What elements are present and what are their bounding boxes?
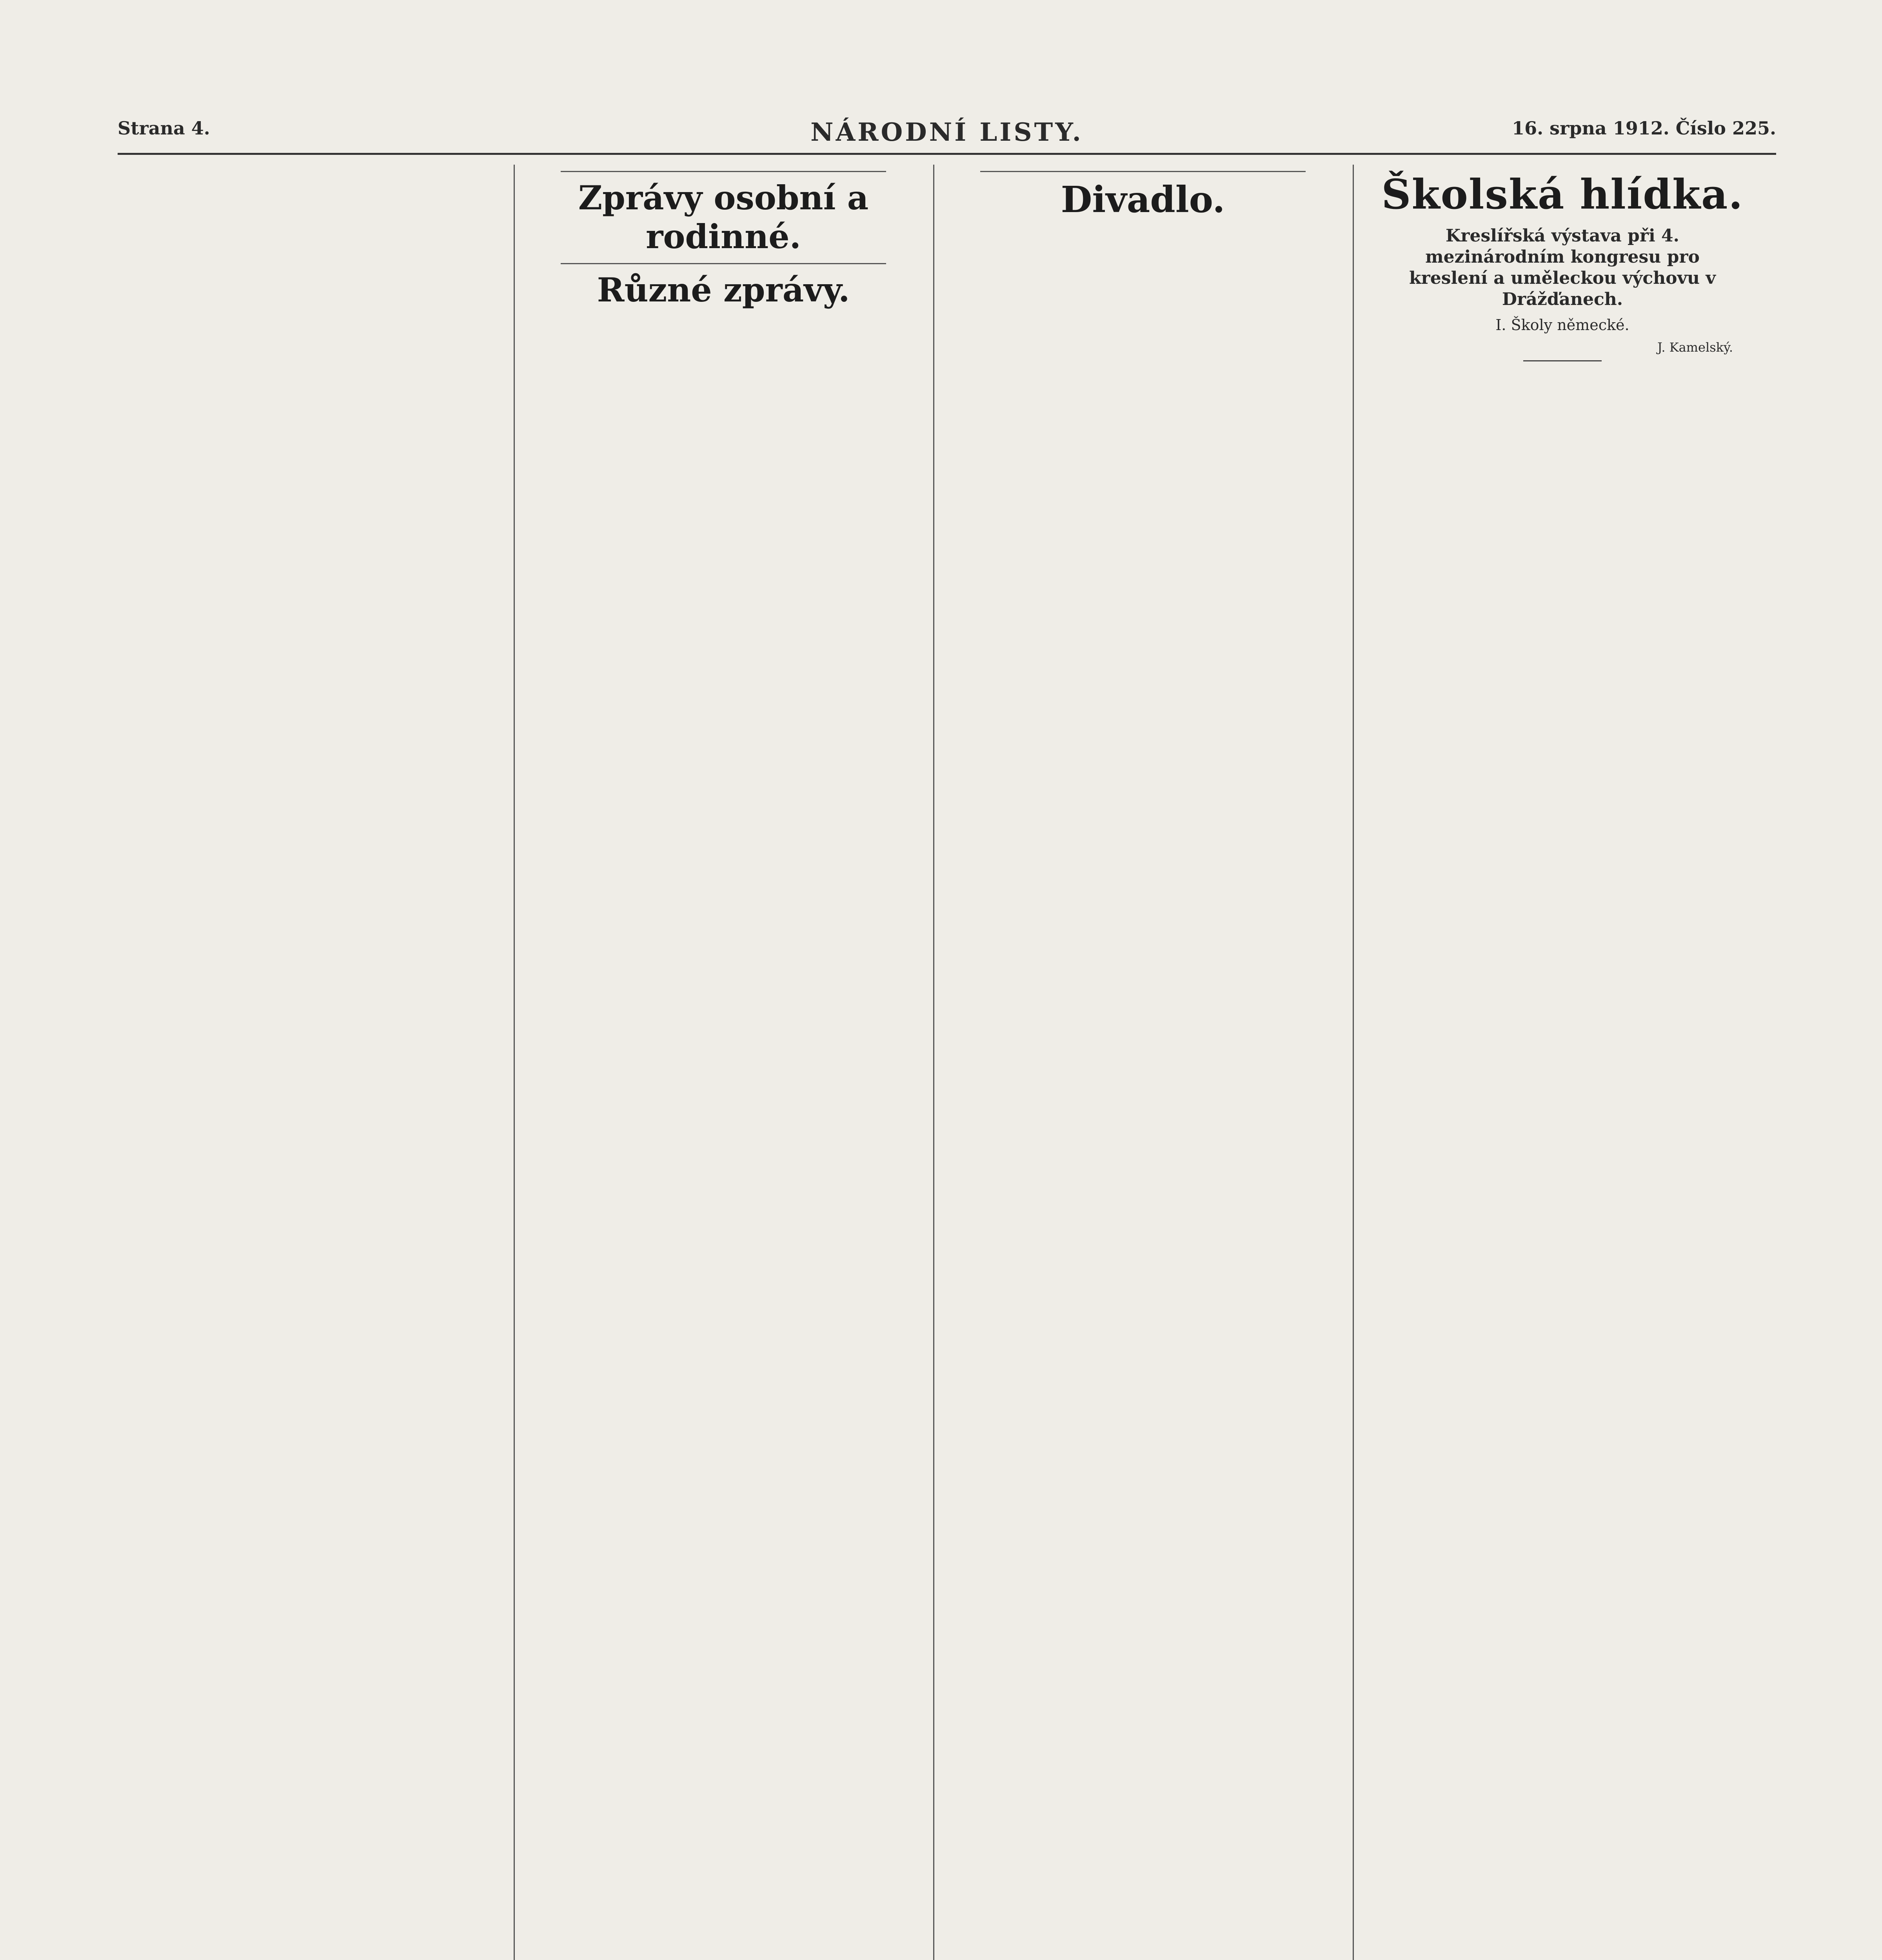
- column-news: [537, 165, 910, 1960]
- section-heading-various: Různé zprávy.: [597, 270, 850, 309]
- article-signature: J. Kamelský.: [1657, 340, 1733, 355]
- column-school: [1376, 165, 1749, 1960]
- column-continued-news: [957, 165, 1329, 1960]
- section-heading-personal: Zprávy osobní a rodinné.: [578, 178, 869, 256]
- section-divider: [561, 171, 886, 172]
- section-heading-theatre: Divadlo.: [1061, 178, 1225, 221]
- article-subsection-title: I. Školy německé.: [1495, 316, 1629, 334]
- section-divider: [980, 171, 1306, 172]
- column-local-news: [118, 165, 490, 1960]
- issue-date-number: 16. srpna 1912. Číslo 225.: [1512, 118, 1776, 139]
- article-headline: Kreslířská výstava při 4. mezinárodním kongresu pro kreslení a uměleckou výchovu v Drážďanech.: [1409, 226, 1716, 309]
- masthead-title: NÁRODNÍ LISTY.: [810, 118, 1083, 147]
- page-number: Strana 4.: [118, 118, 210, 139]
- column-divider: [514, 165, 515, 1960]
- article-end-rule: [1523, 360, 1602, 361]
- section-divider: [561, 263, 886, 264]
- section-heading-school: Školská hlídka.: [1381, 170, 1744, 218]
- column-divider: [1353, 165, 1354, 1960]
- page-header: [118, 118, 1776, 149]
- column-divider: [933, 165, 934, 1960]
- header-rule: [118, 153, 1776, 155]
